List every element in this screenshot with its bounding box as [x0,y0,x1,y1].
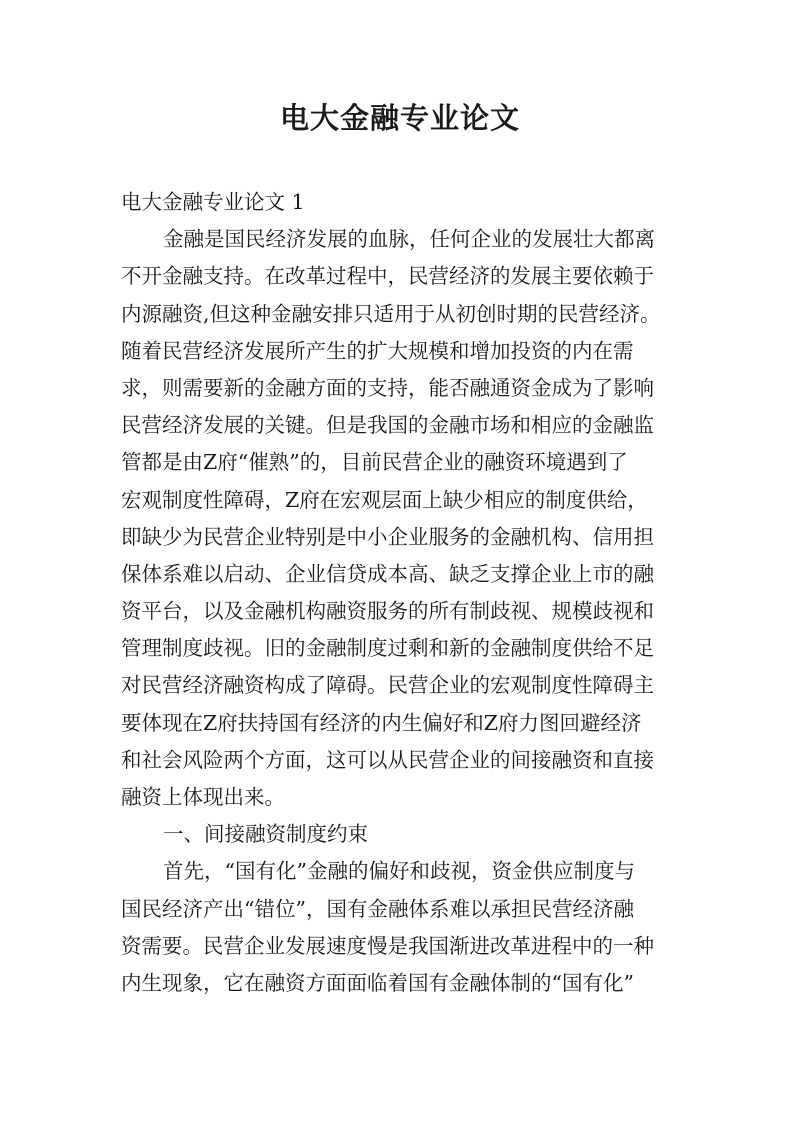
text-line: 资平台，以及金融机构融资服务的所有制歧视、规模歧视和 [121,599,654,624]
text-line: 金融是国民经济发展的血脉，任何企业的发展壮大都离 [163,227,655,252]
text-line: 内生现象，它在融资方面面临着国有金融体制的“国有化” [121,970,634,995]
text-line: 要体现在Z府扶持国有经济的内生偏好和Z府力图回避经济 [121,710,642,735]
section-heading: 一、间接融资制度约束 [163,822,368,847]
text-line: 和社会风险两个方面，这可以从民营企业的间接融资和直接 [121,747,654,772]
text-line: 对民营经济融资构成了障碍。民营企业的宏观制度性障碍主 [121,673,654,698]
document-body [121,184,689,1002]
text-line: 管都是由Z府“催熟”的，目前民营企业的融资环境遇到了 [121,450,628,475]
text-line: 即缺少为民营企业特别是中小企业服务的金融机构、信用担 [121,524,654,549]
text-line: 保体系难以启动、企业信贷成本高、缺乏支撑企业上市的融 [121,561,654,586]
text-line: 随着民营经济发展所产生的扩大规模和增加投资的内在需 [121,338,634,363]
paragraph-1 [121,221,689,816]
text-line: 融资上体现出来。 [121,785,285,809]
text-line: 求，则需要新的金融方面的支持，能否融通资金成为了影响 [121,375,654,400]
document-subtitle: 电大金融专业论文 1 [121,190,305,214]
text-line: 内源融资,但这种金融安排只适用于从初创时期的民营经济。 [121,301,661,326]
text-line: 管理制度歧视。旧的金融制度过剩和新的金融制度供给不足 [121,636,654,661]
document-title: 电大金融专业论文 [279,101,520,135]
text-line: 民营经济发展的关键。但是我国的金融市场和相应的金融监 [121,413,654,438]
text-line: 资需要。民营企业发展速度慢是我国渐进改革进程中的一种 [121,933,654,958]
paragraph-2 [121,853,689,1002]
text-line: 宏观制度性障碍，Z府在宏观层面上缺少相应的制度供给， [121,487,648,512]
text-line: 国民经济产出“错位”，国有金融体系难以承担民营经济融 [121,896,634,921]
text-line: 不开金融支持。在改革过程中，民营经济的发展主要依赖于 [121,264,654,289]
text-line: 首先，“国有化”金融的偏好和歧视，资金供应制度与 [163,859,635,884]
